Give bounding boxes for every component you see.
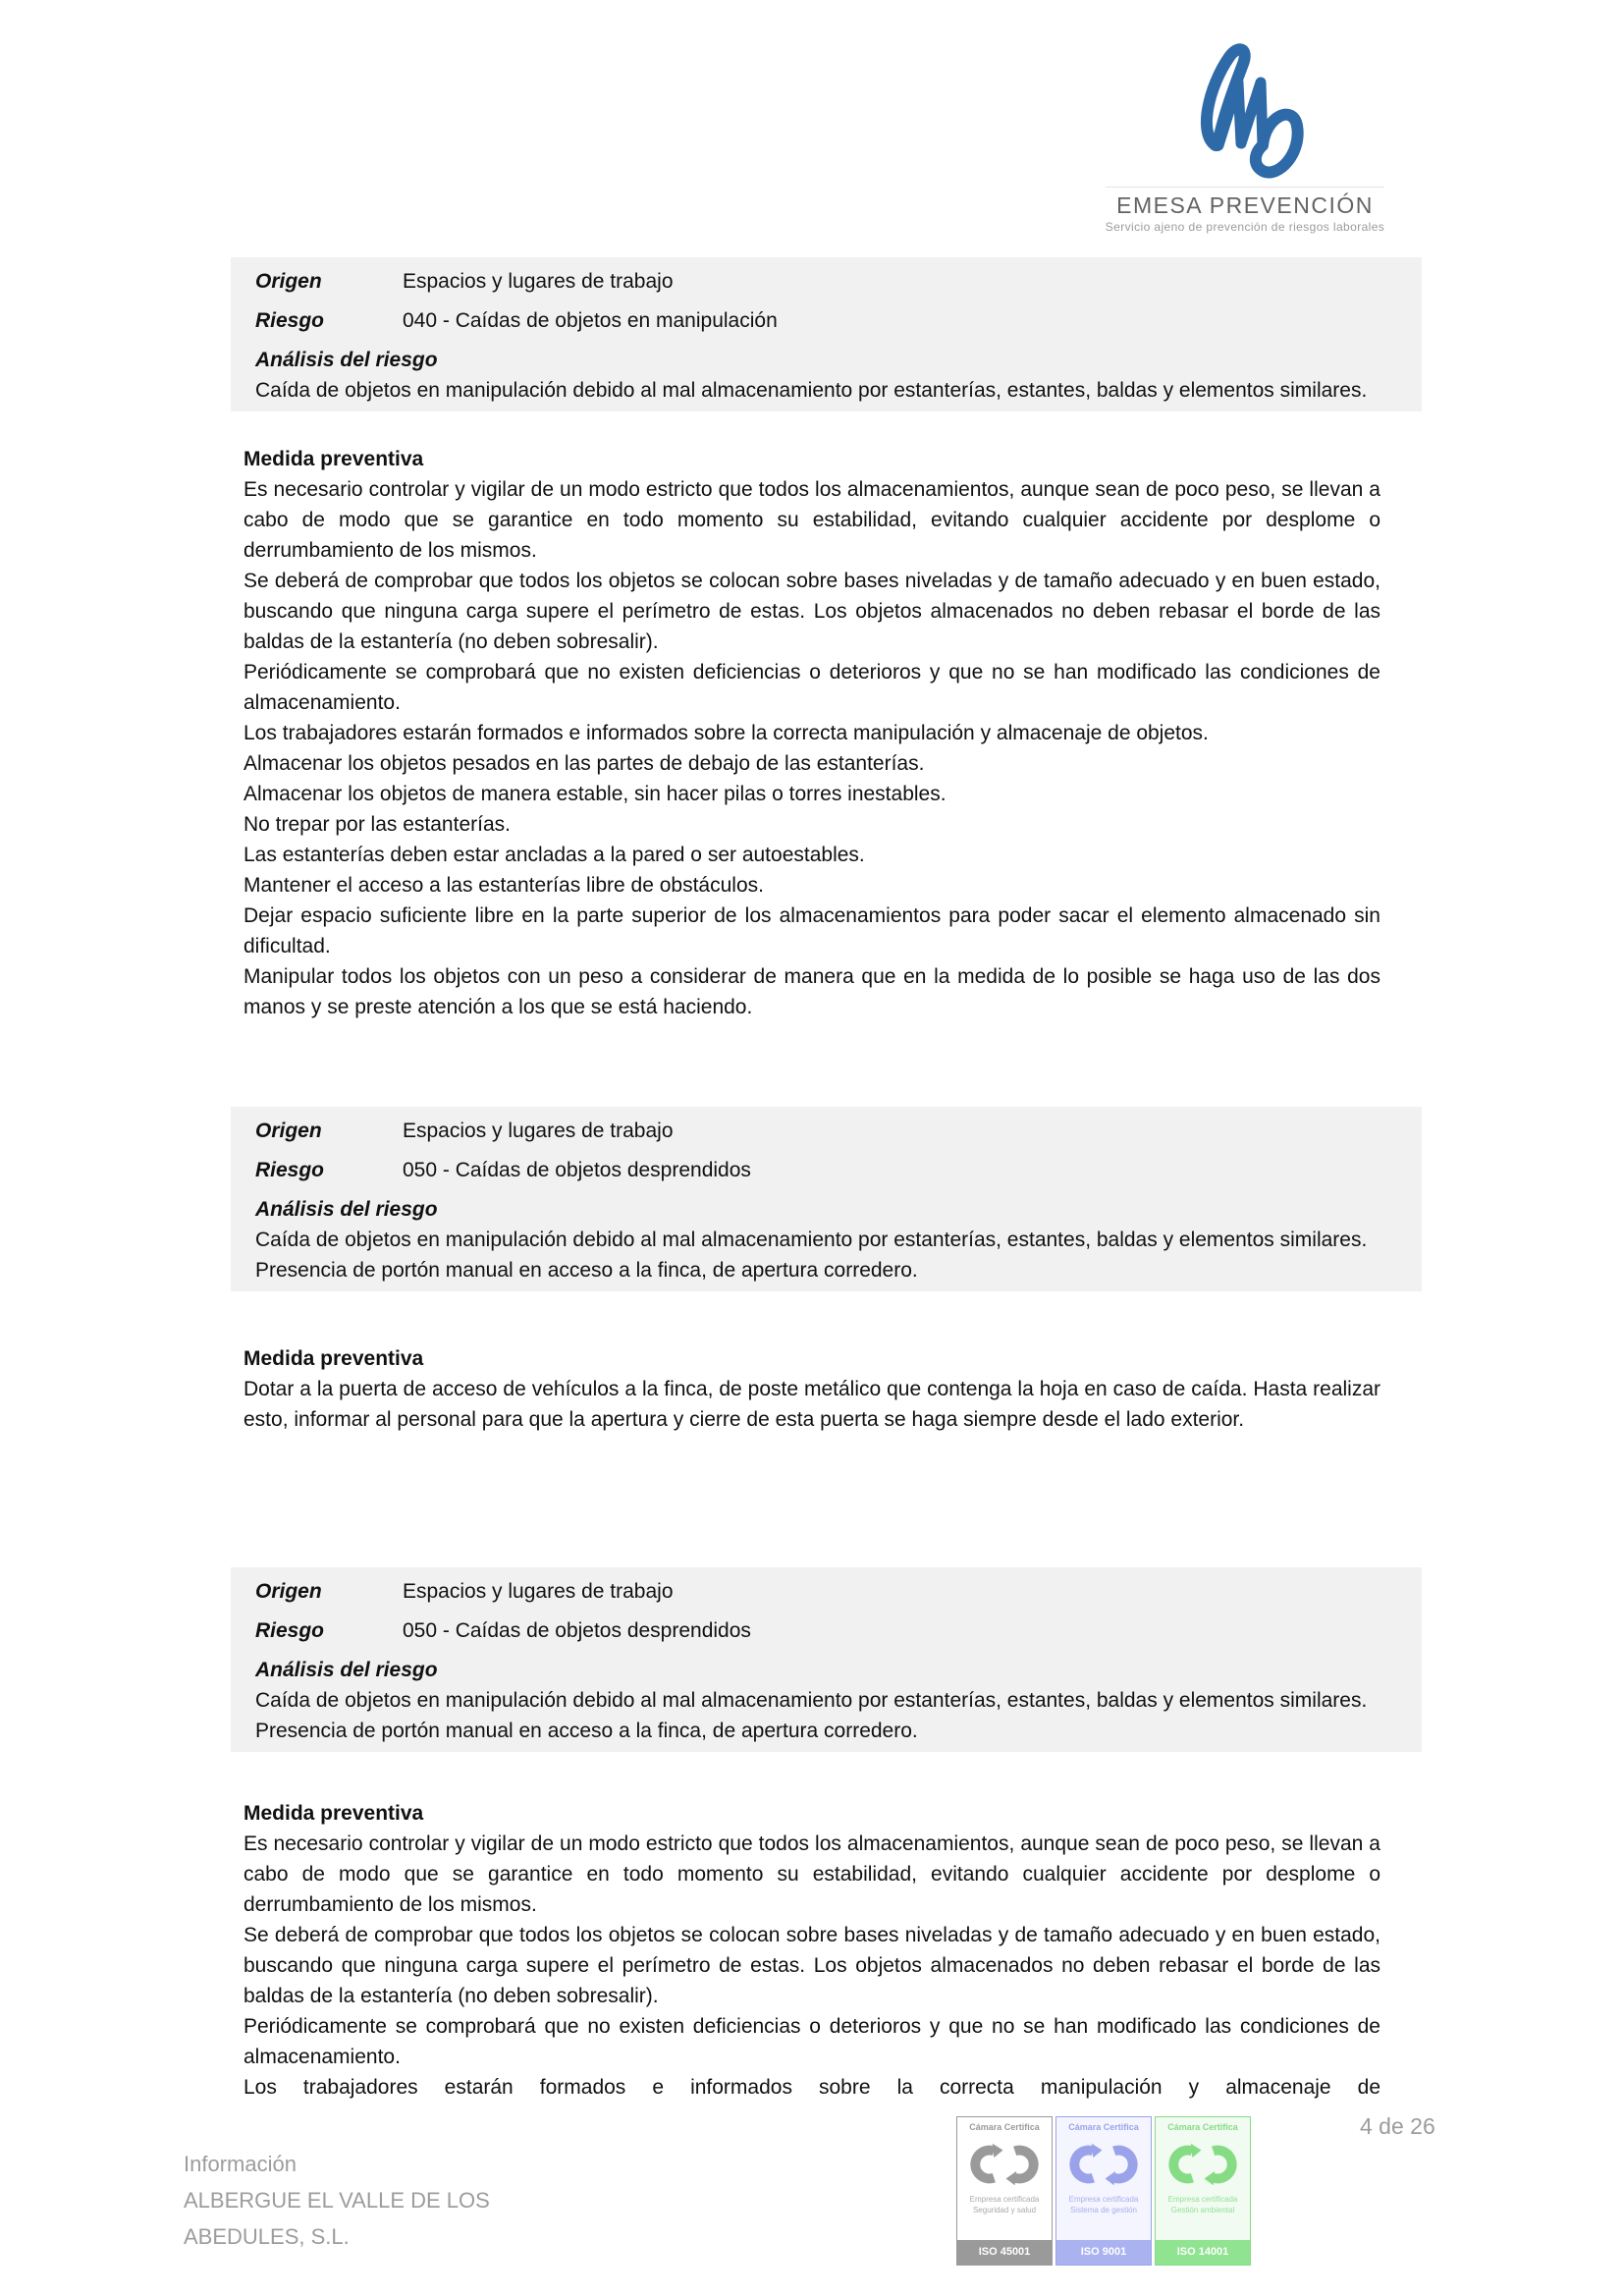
brand-divider: [1106, 187, 1384, 188]
camara-certifica-cc-icon: [967, 2139, 1042, 2190]
badge-subtitle: Empresa certificada: [1068, 2195, 1139, 2204]
riesgo-value: 050 - Caídas de objetos desprendidos: [403, 1159, 751, 1181]
origen-label: Origen: [255, 1120, 322, 1142]
footer-info-block: [184, 2146, 490, 2255]
paragraph: Las estanterías deben estar ancladas a la pared o ser autoestables.: [243, 844, 865, 866]
camara-certifica-cc-icon: [1165, 2139, 1240, 2190]
paragraph: Los trabajadores estarán formados e informados sobre la correcta manipulación y almacenaje de objetos.: [243, 722, 1209, 744]
paragraph: Almacenar los objetos pesados en las partes de debajo de las estanterías.: [243, 752, 925, 775]
cert-badge-iso45001: [956, 2116, 1053, 2266]
analisis-text: [255, 1685, 1392, 1746]
badge-title: Cámara Certifica: [1068, 2122, 1139, 2132]
badge-subtitle: Gestión ambiental: [1170, 2206, 1235, 2214]
origen-value: Espacios y lugares de trabajo: [403, 270, 674, 293]
risk-section-1: [231, 257, 1422, 411]
riesgo-label: Riesgo: [255, 1619, 325, 1642]
paragraph: Se deberá de comprobar que todos los objetos se colocan sobre bases niveladas y de tamaño adecuado y en buen estado, buscando que ninguna carga supere el perímetro de estas. Los objetos almacenados no deben rebasar el borde de las baldas de la estantería (no deben sobresalir).: [243, 1924, 1380, 2007]
cert-badge-iso14001: [1155, 2116, 1251, 2266]
origen-row: [255, 1116, 1392, 1146]
origen-row: [255, 266, 1392, 297]
paragraph: Caída de objetos en manipulación debido al mal almacenamiento por estanterías, estantes, baldas y elementos similares.: [255, 1229, 1368, 1251]
risk-section-3: [231, 1567, 1422, 1752]
badge-iso-bar: ISO 45001: [957, 2240, 1052, 2265]
paragraph: Periódicamente se comprobará que no existen deficiencias o deterioros y que no se han modificado las condiciones de almacenamiento.: [243, 2015, 1380, 2068]
paragraph: Mantener el acceso a las estanterías libre de obstáculos.: [243, 874, 764, 897]
badge-iso-bar: ISO 14001: [1156, 2240, 1250, 2265]
medida-text: [243, 1829, 1380, 2103]
medida-section-3: [243, 1798, 1380, 2103]
paragraph: Dotar a la puerta de acceso de vehículos a la finca, de poste metálico que contenga la hoja en caso de caída. Hasta realizar esto, informar al personal para que la apertura y cierre de esta puerta se haga siempre desde el lado exterior.: [243, 1378, 1380, 1431]
analisis-heading: Análisis del riesgo: [255, 1659, 438, 1681]
paragraph: Periódicamente se comprobará que no existen deficiencias o deterioros y que no se han modificado las condiciones de almacenamiento.: [243, 661, 1380, 714]
riesgo-row: [255, 1155, 1392, 1185]
badge-title: Cámara Certifica: [1167, 2122, 1238, 2132]
risk-section-2: [231, 1107, 1422, 1291]
origen-label: Origen: [255, 270, 322, 293]
badge-title: Cámara Certifica: [969, 2122, 1040, 2132]
riesgo-value: 050 - Caídas de objetos desprendidos: [403, 1619, 751, 1642]
badge-iso-bar: ISO 9001: [1056, 2240, 1151, 2265]
badge-subtitle: Empresa certificada: [969, 2195, 1040, 2204]
badge-subtitle: Seguridad y salud: [972, 2206, 1037, 2214]
origen-label: Origen: [255, 1580, 322, 1603]
riesgo-label: Riesgo: [255, 309, 325, 332]
origen-value: Espacios y lugares de trabajo: [403, 1580, 674, 1603]
footer-info-label: Información: [184, 2152, 297, 2176]
origen-row: [255, 1576, 1392, 1607]
paragraph: Dejar espacio suficiente libre en la parte superior de los almacenamientos para poder sacar el elemento almacenado sin dificultad.: [243, 904, 1380, 957]
paragraph: Es necesario controlar y vigilar de un modo estricto que todos los almacenamientos, aunque sean de poco peso, se llevan a cabo de modo que se garantice en todo momento su estabilidad, evitando cualquier accidente por desplome o derrumbamiento de los mismos.: [243, 478, 1380, 562]
analisis-text: [255, 1225, 1392, 1285]
riesgo-value: 040 - Caídas de objetos en manipulación: [403, 309, 778, 332]
badge-subtitle: Empresa certificada: [1167, 2195, 1238, 2204]
eme-logo-icon: [1183, 35, 1307, 181]
medida-section-1: [243, 444, 1380, 1022]
paragraph: Es necesario controlar y vigilar de un modo estricto que todos los almacenamientos, aunque sean de poco peso, se llevan a cabo de modo que se garantice en todo momento su estabilidad, evitando cualquier accidente por desplome o derrumbamiento de los mismos.: [243, 1832, 1380, 1916]
origen-value: Espacios y lugares de trabajo: [403, 1120, 674, 1142]
medida-section-2: [243, 1343, 1380, 1435]
brand-block: [1098, 35, 1392, 235]
medida-heading: Medida preventiva: [243, 448, 424, 470]
riesgo-label: Riesgo: [255, 1159, 325, 1181]
badge-subtitle: Sistema de gestión: [1069, 2206, 1138, 2214]
paragraph: Caída de objetos en manipulación debido al mal almacenamiento por estanterías, estantes, baldas y elementos similares.: [255, 1689, 1368, 1712]
paragraph: Presencia de portón manual en acceso a la finca, de apertura corredero.: [255, 1259, 918, 1282]
paragraph: Presencia de portón manual en acceso a la finca, de apertura corredero.: [255, 1720, 918, 1742]
paragraph: No trepar por las estanterías.: [243, 813, 511, 836]
medida-text: [243, 1374, 1380, 1435]
page-number: 4 de 26: [1360, 2113, 1435, 2139]
paragraph: Manipular todos los objetos con un peso a considerar de manera que en la medida de lo posible se haga uso de las dos manos y se preste atención a los que se está haciendo.: [243, 965, 1380, 1018]
brand-tagline: Servicio ajeno de prevención de riesgos laborales: [1105, 220, 1385, 234]
certification-badges: [956, 2116, 1254, 2266]
paragraph: Almacenar los objetos de manera estable, sin hacer pilas o torres inestables.: [243, 783, 947, 805]
cert-badge-iso9001: [1055, 2116, 1152, 2266]
riesgo-row: [255, 1615, 1392, 1646]
paragraph: Se deberá de comprobar que todos los objetos se colocan sobre bases niveladas y de tamaño adecuado y en buen estado, buscando que ninguna carga supere el perímetro de estas. Los objetos almacenados no deben rebasar el borde de las baldas de la estantería (no deben sobresalir).: [243, 570, 1380, 653]
riesgo-row: [255, 305, 1392, 336]
paragraph: Los trabajadores estarán formados e informados sobre la correcta manipulación y almacenaje de: [243, 2076, 1380, 2099]
paragraph: Caída de objetos en manipulación debido al mal almacenamiento por estanterías, estantes, baldas y elementos similares.: [255, 379, 1368, 402]
camara-certifica-cc-icon: [1066, 2139, 1141, 2190]
footer-company-line2: ABEDULES, S.L.: [184, 2224, 350, 2249]
medida-text: [243, 474, 1380, 1022]
medida-heading: Medida preventiva: [243, 1347, 424, 1370]
brand-name: EMESA PREVENCIÓN: [1116, 192, 1374, 218]
analisis-heading: Análisis del riesgo: [255, 1198, 438, 1221]
analisis-heading: Análisis del riesgo: [255, 349, 438, 371]
analisis-text: [255, 375, 1392, 406]
medida-heading: Medida preventiva: [243, 1802, 424, 1825]
footer-company-line1: ALBERGUE EL VALLE DE LOS: [184, 2188, 490, 2213]
